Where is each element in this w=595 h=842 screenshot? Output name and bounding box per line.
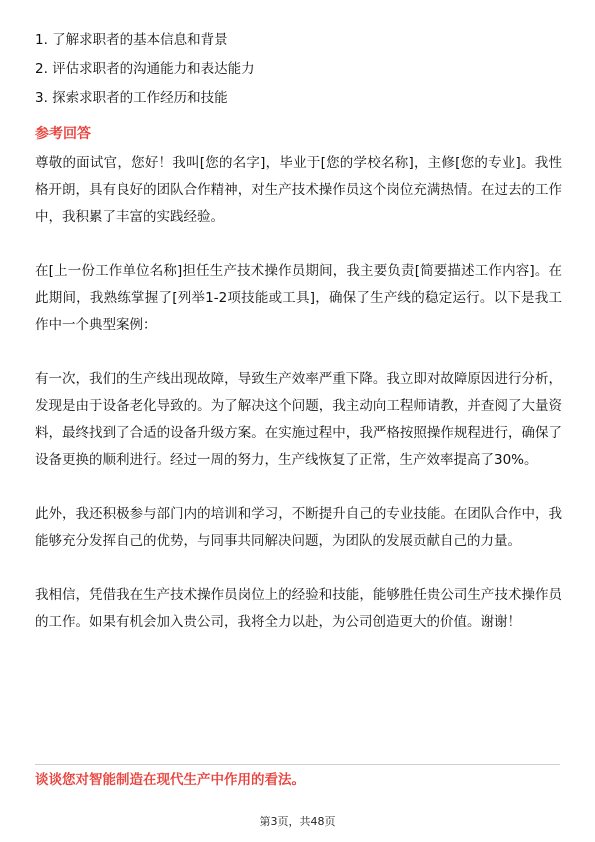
answer-paragraph: 尊敬的面试官，您好！我叫[您的名字]，毕业于[您的学校名称]，主修[您的专业]。我性格开朗，具有良好的团队合作精神，对生产技术操作员这个岗位充满热情。在过去的工作中，我积累了丰富的实践经验。 xyxy=(35,155,562,225)
answer-paragraph: 有一次，我们的生产线出现故障，导致生产效率严重下降。我立即对故障原因进行分析，发现是由于设备老化导致的。为了解决这个问题，我主动向工程师请教，并查阅了大量资料，最终找到了合适的设备升级方案。在实施过程中，我严格按照操作规程进行，确保了设备更换的顺利进行。经过一周的努力，生产线恢复了正常，生产效率提高了30%。 xyxy=(35,371,562,468)
answer-paragraph: 我相信，凭借我在生产技术操作员岗位上的经验和技能，能够胜任贵公司生产技术操作员的工作。如果有机会加入贵公司，我将全力以赴，为公司创造更大的价值。谢谢！ xyxy=(35,587,562,630)
reference-answer-heading: 参考回答 xyxy=(35,126,91,142)
list-item: 1. 了解求职者的基本信息和背景 xyxy=(35,32,228,48)
section-divider xyxy=(35,764,560,765)
page-footer: 第3页，共48页 xyxy=(259,815,336,828)
answer-paragraph: 此外，我还积极参与部门内的培训和学习，不断提升自己的专业技能。在团队合作中，我能够充分发挥自己的优势，与同事共同解决问题，为团队的发展贡献自己的力量。 xyxy=(35,506,562,549)
list-item: 3. 探索求职者的工作经历和技能 xyxy=(35,90,228,106)
next-question: 谈谈您对智能制造在现代生产中作用的看法。 xyxy=(35,772,305,788)
answer-body xyxy=(35,150,562,636)
objective-list xyxy=(35,30,560,117)
list-item: 2. 评估求职者的沟通能力和表达能力 xyxy=(35,61,255,77)
answer-paragraph: 在[上一份工作单位名称]担任生产技术操作员期间，我主要负责[简要描述工作内容]。在此期间，我熟练掌握了[列举1-2项技能或工具]，确保了生产线的稳定运行。以下是我工作中一个典型案例： xyxy=(35,263,562,333)
